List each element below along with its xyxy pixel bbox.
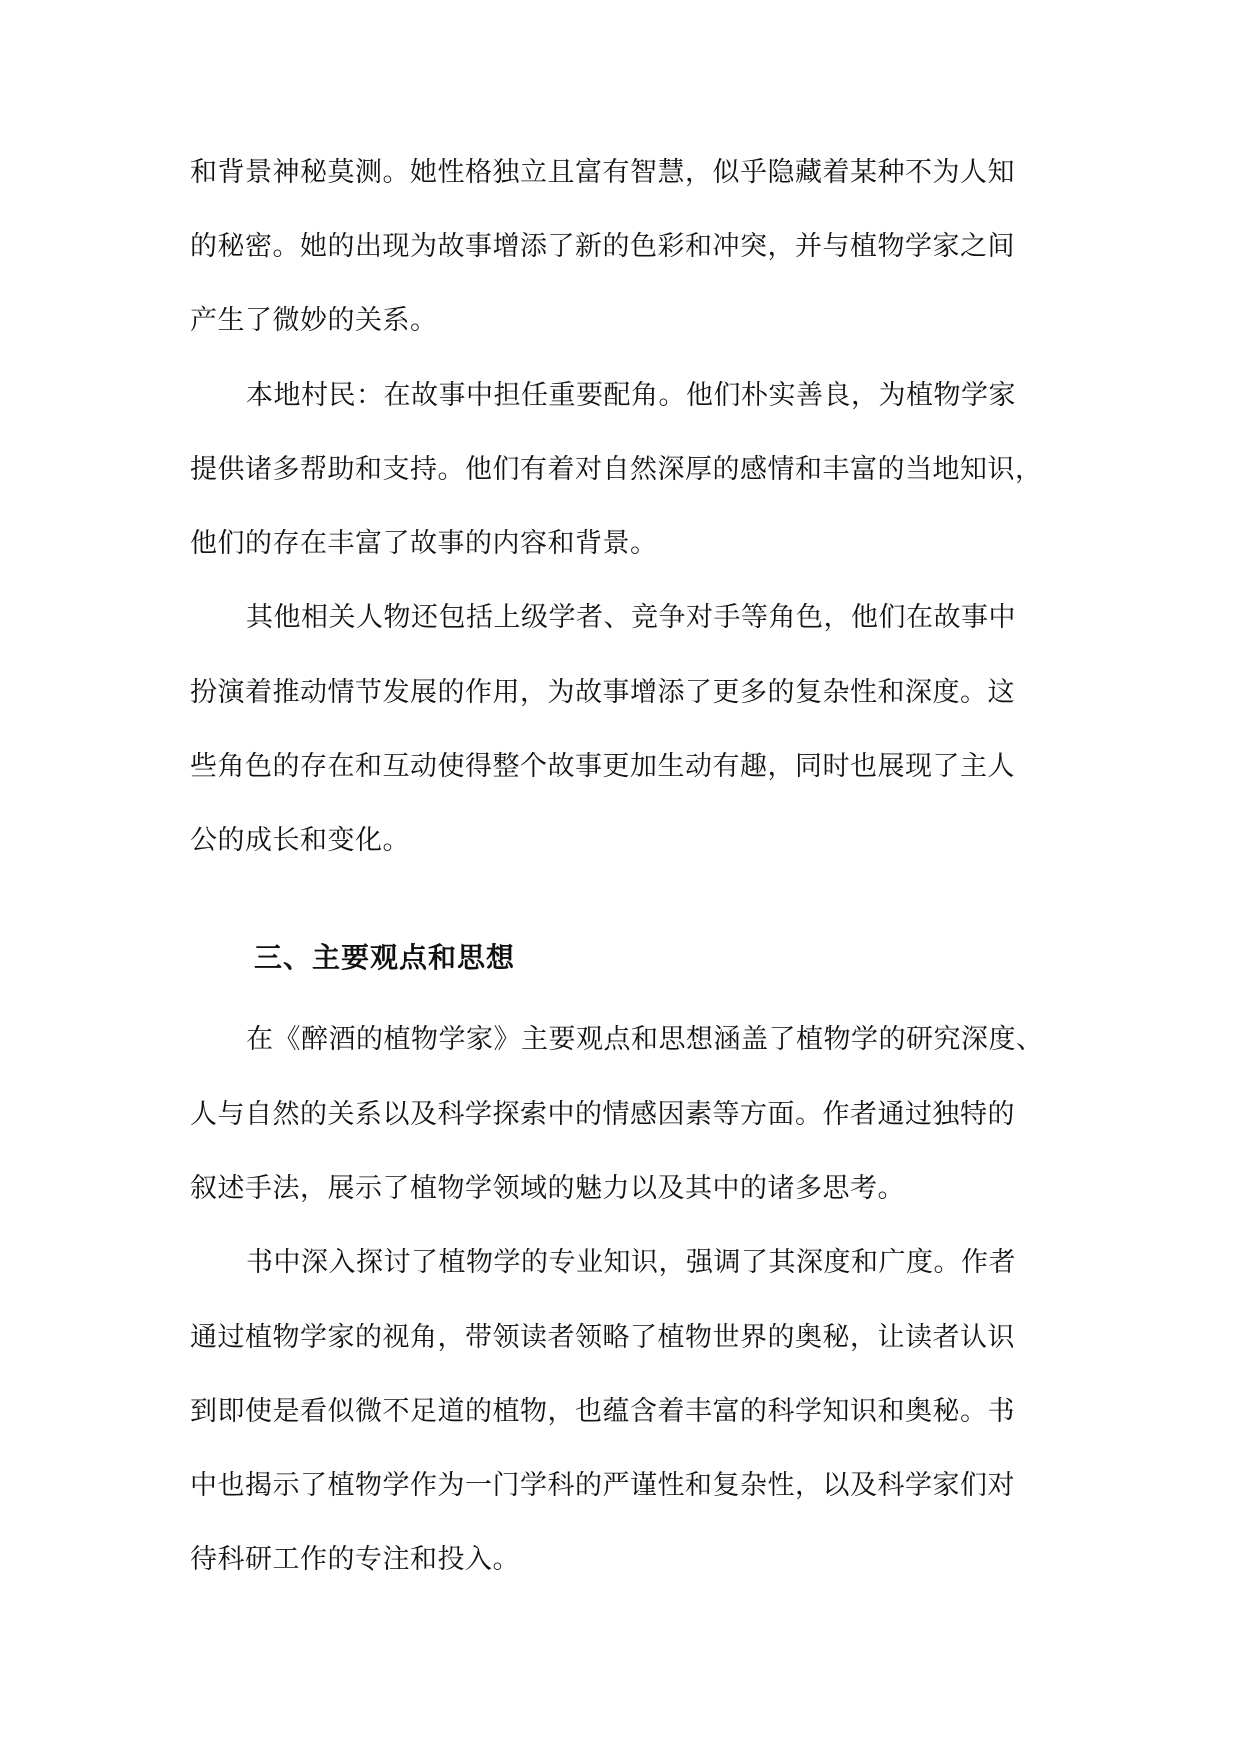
section-heading: 三、主要观点和思想: [254, 941, 516, 974]
text-line: 和背景神秘莫测。她性格独立且富有智慧，似乎隐藏着某种不为人知: [190, 157, 1015, 188]
text-line: 通过植物学家的视角，带领读者领略了植物世界的奥秘，让读者认识: [190, 1322, 1015, 1353]
text-line: 些角色的存在和互动使得整个故事更加生动有趣，同时也展现了主人: [190, 751, 1015, 782]
text-line: 公的成长和变化。: [190, 825, 410, 856]
text-line: 其他相关人物还包括上级学者、竞争对手等角色，他们在故事中: [246, 602, 1016, 633]
text-line: 到即使是看似微不足道的植物，也蕴含着丰富的科学知识和奥秘。书: [190, 1396, 1015, 1427]
text-line: 人与自然的关系以及科学探索中的情感因素等方面。作者通过独特的: [190, 1099, 1015, 1130]
text-line: 他们的存在丰富了故事的内容和背景。: [190, 528, 658, 559]
text-line: 提供诸多帮助和支持。他们有着对自然深厚的感情和丰富的当地知识，: [190, 454, 1043, 485]
text-line: 在《醉酒的植物学家》主要观点和思想涵盖了植物学的研究深度、: [246, 1024, 1044, 1055]
text-line: 中也揭示了植物学作为一门学科的严谨性和复杂性，以及科学家们对: [190, 1470, 1015, 1501]
text-line: 的秘密。她的出现为故事增添了新的色彩和冲突，并与植物学家之间: [190, 231, 1015, 262]
text-line: 书中深入探讨了植物学的专业知识，强调了其深度和广度。作者: [246, 1247, 1016, 1278]
text-line: 产生了微妙的关系。: [190, 305, 438, 336]
text-line: 叙述手法，展示了植物学领域的魅力以及其中的诸多思考。: [190, 1173, 905, 1204]
text-line: 本地村民：在故事中担任重要配角。他们朴实善良，为植物学家: [246, 380, 1016, 411]
text-line: 扮演着推动情节发展的作用，为故事增添了更多的复杂性和深度。这: [190, 677, 1015, 708]
text-line: 待科研工作的专注和投入。: [190, 1544, 520, 1575]
